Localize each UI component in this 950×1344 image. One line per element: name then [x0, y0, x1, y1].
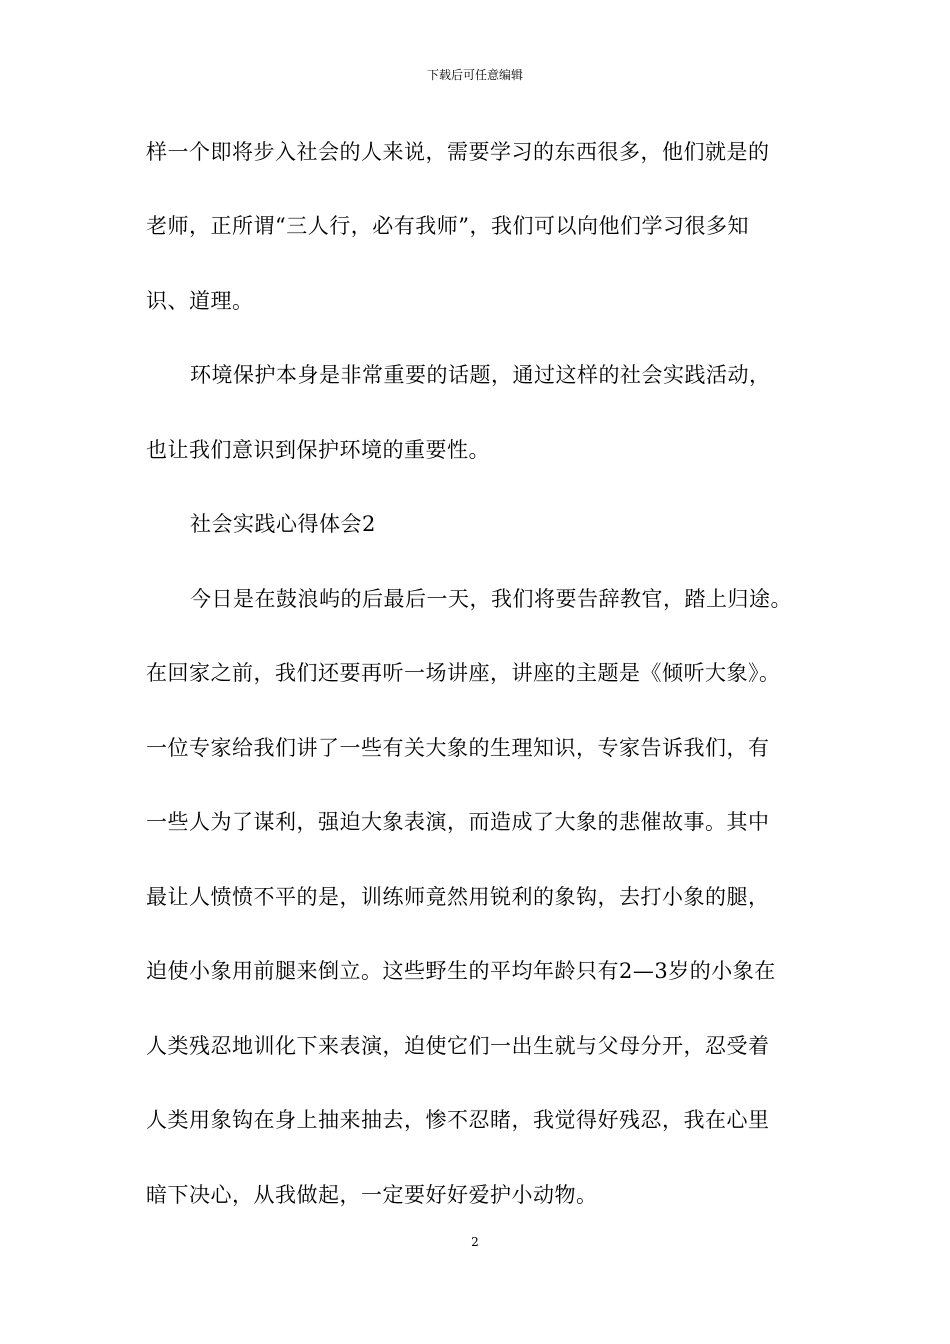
- text-line-7: 今日是在鼓浪屿的后最后一天，我们将要告辞教官，踏上归途。: [190, 587, 792, 611]
- text-line-14: 人类用象钩在身上抽来抽去，惨不忍睹，我觉得好残忍，我在心里: [146, 1108, 770, 1132]
- page-header: 下载后可任意编辑: [426, 68, 523, 82]
- text-line-5: 也让我们意识到保护环境的重要性。: [146, 438, 490, 462]
- section-heading: 社会实践心得体会2: [190, 512, 376, 536]
- text-line-13: 人类残忍地训化下来表演，迫使它们一出生就与父母分开，忍受着: [146, 1034, 770, 1058]
- text-line-9: 一位专家给我们讲了一些有关大象的生理知识，专家告诉我们，有: [146, 736, 770, 760]
- text-line-11: 最让人愤愤不平的是，训练师竟然用锐利的象钩，去打小象的腿，: [146, 885, 770, 909]
- text-line-10: 一些人为了谋利，强迫大象表演，而造成了大象的悲催故事。其中: [146, 810, 770, 834]
- page-number: 2: [471, 1235, 479, 1249]
- text-line-3: 识、道理。: [146, 289, 254, 313]
- text-line-12: 迫使小象用前腿来倒立。这些野生的平均年龄只有2—3岁的小象在: [146, 959, 776, 983]
- text-line-1: 样一个即将步入社会的人来说，需要学习的东西很多，他们就是的: [146, 140, 770, 164]
- text-line-2: 老师，正所谓“三人行，必有我师”，我们可以向他们学习很多知: [146, 214, 749, 238]
- text-line-8: 在回家之前，我们还要再听一场讲座，讲座的主题是《倾听大象》。: [146, 661, 781, 685]
- text-line-15: 暗下决心，从我做起，一定要好好爱护小动物。: [146, 1183, 598, 1207]
- text-line-4: 环境保护本身是非常重要的话题，通过这样的社会实践活动，: [190, 363, 771, 387]
